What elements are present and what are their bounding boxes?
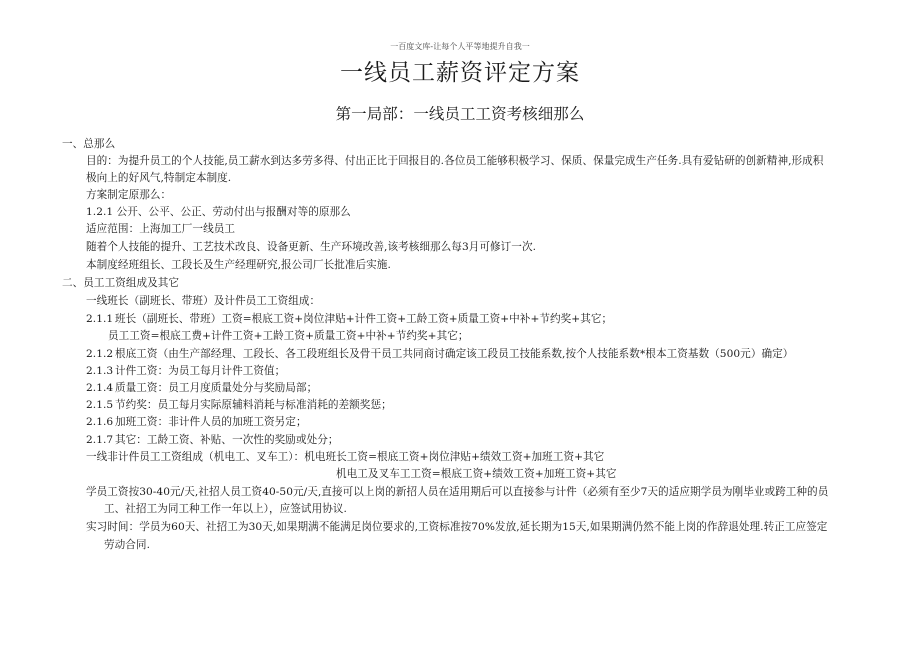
header-note: 一百度文库-让每个人平等地提升自我一 <box>390 42 530 51</box>
item-number: 2.1.5 <box>86 399 114 411</box>
list-item <box>86 398 392 412</box>
item-text: 节约奖：员工每月实际原辅料消耗与标准消耗的差额奖惩； <box>115 399 392 411</box>
list-item <box>86 381 317 395</box>
list-item <box>86 433 339 447</box>
trainee-line-2: 工、社招工为同工种工作一年以上），应签试用协议. <box>104 503 347 515</box>
principle-item: 1.2.1 公开、公平、公正、劳动付出与报酬对等的原那么 <box>86 206 351 218</box>
item-number: 2.1.2 <box>86 348 114 360</box>
item-text: 计件工资：为员工每月计件工资值； <box>115 365 286 377</box>
scope-line: 适应范围：上海加工厂一线员工 <box>86 223 236 235</box>
item-number: 2.1.1 <box>86 313 114 325</box>
approval-line: 本制度经班组长、工段长及生产经理研究,报公司厂长批准后实施. <box>86 259 391 271</box>
trainee-line-1: 学员工资按30-40元/天,社招人员工资40-50元/天,直接可以上岗的新招人员在适用期后可以直接参与计件（必须有至少7天的适应期学员为刚毕业或跨工种的员 <box>86 486 829 498</box>
list-item <box>86 415 307 429</box>
item-number: 2.1.7 <box>86 434 114 446</box>
list-item <box>86 347 793 361</box>
item-text: 其它：工龄工资、补贴、一次性的奖励或处分； <box>115 434 339 446</box>
item-text: 加班工资：非计件人员的加班工资另定； <box>115 416 307 428</box>
list-item <box>86 312 612 326</box>
list-item <box>108 329 469 343</box>
item-number: 2.1.6 <box>86 416 114 428</box>
item-text: 根底工资（由生产部经理、工段长、各工段班组长及骨干员工共同商讨确定该工段员工技能系数,按个人技能系数*根本工资基数（500元）确定） <box>115 348 794 360</box>
document-title: 一线员工薪资评定方案 <box>340 60 580 86</box>
section2-heading: 二、员工工资组成及其它 <box>62 277 180 289</box>
purpose-line-2: 极向上的好风气,特制定本制度. <box>86 172 232 184</box>
revision-line: 随着个人技能的提升、工艺技术改良、设备更新、生产环境改善,该考核细那么每3月可修订一次. <box>86 241 537 253</box>
purpose-line-1: 目的：为提升员工的个人技能,员工薪水到达多劳多得、付出正比于回报目的.各位员工能够积极学习、保质、保量完成生产任务.具有爱钻研的创新精神,形成积 <box>86 155 824 167</box>
internship-line-1: 实习时间：学员为60天、社招工为30天,如果期满不能满足岗位要求的,工资标准按70%发放,延长期为15天,如果期满仍然不能上岗的作辞退处理.转正工应签定 <box>86 521 828 533</box>
list-item <box>86 364 285 378</box>
item-text: 员工工资=根底工费+计件工资+工龄工资+质量工资+中补+节约奖+其它； <box>108 330 469 342</box>
section2-intro: 一线班长（副班长、带班）及计件员工工资组成： <box>86 295 321 307</box>
nonpiece-formula: 机电工及叉车工工资=根底工资+绩效工资+加班工资+其它 <box>336 468 617 480</box>
item-number: 2.1.4 <box>86 382 114 394</box>
principle-label: 方案制定原那么： <box>86 189 172 201</box>
item-number: 2.1.3 <box>86 365 114 377</box>
item-text: 质量工资：员工月度质量处分与奖励局部； <box>115 382 318 394</box>
item-text: 班长（副班长、带班）工资=根底工资+岗位津贴+计件工资+工龄工资+质量工资+中补+节约奖+其它； <box>115 313 613 325</box>
internship-line-2: 劳动合同. <box>104 539 150 551</box>
nonpiece-intro: 一线非计件员工工资组成（机电工、叉车工）：机电班长工资=根底工资+岗位津贴+绩效工资+加班工资+其它 <box>86 451 605 463</box>
document-subtitle: 第一局部：一线员工工资考核细那么 <box>335 105 585 123</box>
section1-heading: 一、总那么 <box>62 138 116 150</box>
